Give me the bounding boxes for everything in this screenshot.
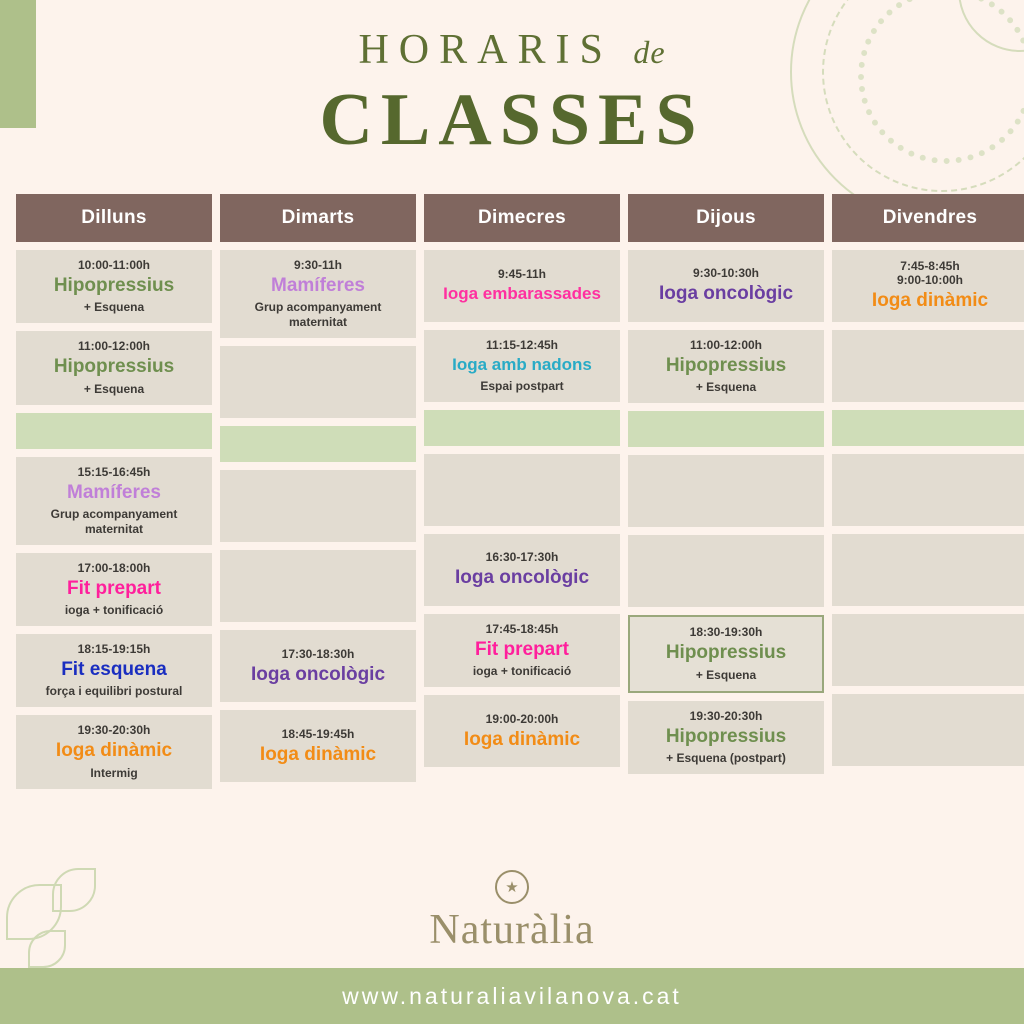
day-header-dijous: Dijous [628,194,824,242]
schedule-cell[interactable] [220,710,416,782]
class-time: 9:30-11h [293,258,343,272]
schedule-cell[interactable] [424,330,620,402]
schedule-cell[interactable] [16,457,212,545]
schedule-cell-empty [832,614,1024,686]
schedule-cell[interactable] [424,534,620,606]
schedule-cell-empty [832,454,1024,526]
day-column-dijous [628,194,824,789]
schedule-cell[interactable] [16,715,212,788]
website-url[interactable]: www.naturaliavilanova.cat [342,982,682,1009]
schedule-cell[interactable] [424,614,620,687]
mandala-inner-ring-icon [958,0,1024,52]
class-name: Ioga dinàmic [871,290,989,312]
schedule-spacer [220,426,416,462]
class-time: 19:30-20:30h [689,708,763,723]
class-subtitle: Intermig [90,765,138,780]
day-header-dimecres: Dimecres [424,194,620,242]
class-time: 17:45-18:45h [485,622,559,636]
class-subtitle: + Esquena [695,667,757,682]
day-column-dimarts [220,194,416,789]
class-name: Ioga oncològic [454,567,590,589]
schedule-cell-empty [628,535,824,607]
schedule-cell[interactable] [628,330,824,403]
class-subtitle: + Esquena (postpart) [666,750,786,765]
schedule-cell-empty [832,330,1024,402]
schedule-spacer [16,413,212,449]
class-time: 18:15-19:15h [77,642,151,657]
schedule-cell[interactable] [16,331,212,404]
class-time: 11:00-12:00h [77,339,151,354]
page-title-line-2: CLASSES [319,79,705,161]
page-title-main: HORARIS [358,27,613,73]
class-name: Hipopressius [665,725,787,747]
day-header-dilluns: Dilluns [16,194,212,242]
class-name: Ioga oncològic [658,283,794,305]
class-subtitle: + Esquena [695,380,757,395]
day-column-dilluns [16,194,212,789]
star-icon: ★ [495,870,529,904]
schedule-spacer [628,411,824,447]
schedule-grid [16,194,1008,789]
class-name: Hipopressius [53,275,175,296]
class-subtitle: força i equilibri postural [45,684,183,699]
class-name: Ioga dinàmic [463,728,581,750]
schedule-cell[interactable] [628,615,824,692]
class-subtitle: Grup acompanyament maternitat [254,300,382,330]
class-time: 9:45-11h [497,267,547,282]
mandala-ornament-icon [790,0,1024,224]
class-name: Fit prepart [67,577,161,599]
brand-name: Naturàlia [429,907,595,953]
class-name: Mamíferes [271,275,365,296]
corner-accent-bar [0,0,36,128]
class-name: Fit prepart [475,639,569,660]
schedule-cell[interactable] [16,250,212,323]
day-header-divendres: Divendres [832,194,1024,242]
class-time: 11:15-12:45h [485,338,559,353]
schedule-cell[interactable] [16,553,212,626]
class-subtitle: + Esquena [83,300,145,315]
schedule-cell[interactable] [832,250,1024,322]
schedule-cell[interactable] [628,250,824,322]
class-time: 17:00-18:00h [77,560,151,575]
class-name: Fit esquena [61,659,167,681]
class-subtitle: ioga + tonificació [64,603,164,618]
day-column-divendres [832,194,1024,789]
class-subtitle: + Esquena [83,381,145,396]
schedule-cell[interactable] [220,250,416,338]
schedule-cell-empty [220,346,416,418]
schedule-spacer [832,410,1024,446]
day-header-dimarts: Dimarts [220,194,416,242]
class-time: 10:00-11:00h [77,258,151,272]
schedule-cell-empty [832,534,1024,606]
schedule-cell-empty [628,455,824,527]
class-name: Ioga oncològic [250,663,386,685]
class-name: Ioga embarassades [443,284,601,304]
footer-bar [0,968,1024,1024]
day-column-dimecres [424,194,620,789]
schedule-cell-empty [220,470,416,542]
schedule-cell-empty [220,550,416,622]
class-time: 18:45-19:45h [281,726,355,741]
page-title-de: de [633,34,666,70]
schedule-spacer [424,410,620,446]
brand-block [0,870,1024,954]
class-subtitle: Espai postpart [480,378,564,393]
class-name: Hipopressius [53,356,175,378]
class-time: 19:00-20:00h [485,711,559,726]
schedule-cell-empty [424,454,620,526]
schedule-cell[interactable] [220,630,416,702]
class-time: 19:30-20:30h [77,723,151,738]
class-name: Hipopressius [665,355,787,376]
class-time: 16:30-17:30h [485,550,559,565]
class-subtitle: Grup acompanyament maternitat [50,506,178,536]
schedule-cell[interactable] [424,695,620,767]
class-time: 11:00-12:00h [689,338,763,352]
class-name: Hipopressius [665,642,787,664]
class-time: 9:30-10:30h [692,266,760,281]
schedule-cell[interactable] [424,250,620,322]
class-time: 7:45-8:45h 9:00-10:00h [896,259,964,288]
class-name: Mamíferes [67,481,161,503]
schedule-cell[interactable] [628,701,824,774]
class-subtitle: ioga + tonificació [472,664,572,679]
schedule-cell[interactable] [16,634,212,707]
schedule-cell-empty [832,694,1024,766]
class-name: Ioga amb nadons [452,355,592,375]
class-time: 17:30-18:30h [281,646,355,661]
class-time: 18:30-19:30h [689,625,763,640]
class-name: Ioga dinàmic [259,743,377,765]
class-time: 15:15-16:45h [77,464,151,479]
class-name: Ioga dinàmic [55,740,173,762]
